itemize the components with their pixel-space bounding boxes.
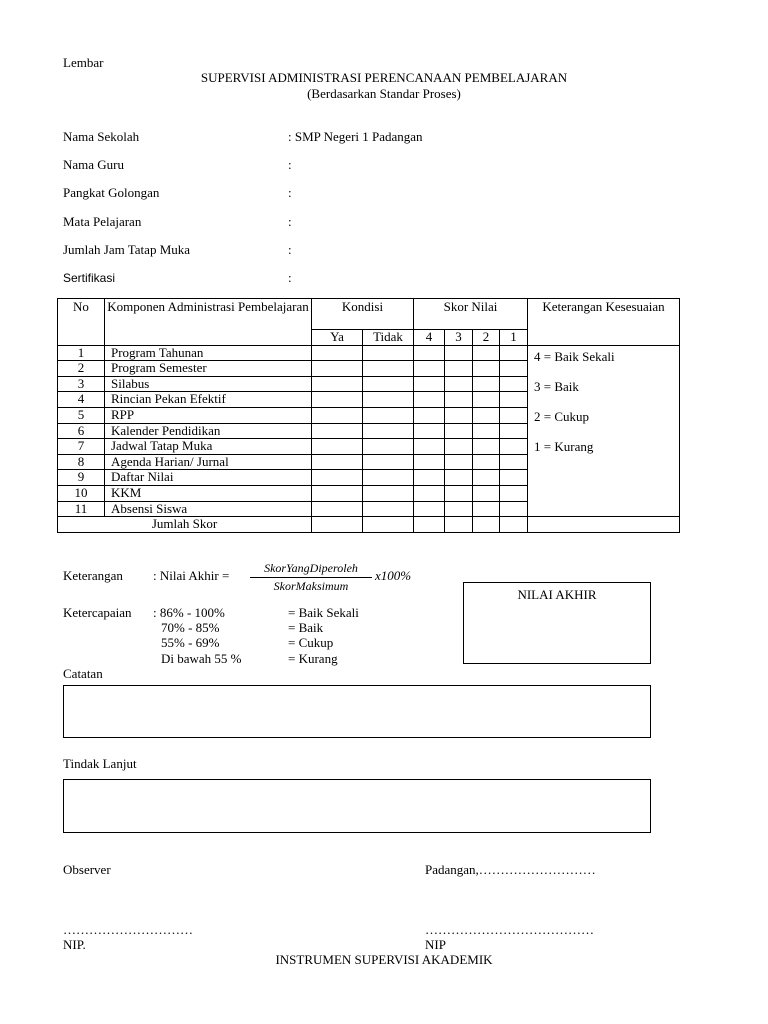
page-title: SUPERVISI ADMINISTRASI PERENCANAAN PEMBELAJARAN [200,70,568,85]
total-score-3[interactable] [445,517,473,533]
tindak-lanjut-box[interactable] [63,779,651,833]
cell-score-4[interactable] [414,470,445,486]
cell-score-4[interactable] [414,361,445,377]
cell-score-2[interactable] [473,345,500,361]
cell-ya[interactable] [312,392,363,408]
page-subtitle: (Berdasarkan Standar Proses) [307,86,461,101]
cell-ya[interactable] [312,501,363,517]
cell-tidak[interactable] [363,470,414,486]
cell-score-3[interactable] [445,485,473,501]
header-keterangan: Keterangan Kesesuaian [528,299,680,346]
legend-item: 1 = Kurang [534,438,594,454]
formula-numerator: SkorYangDiperoleh [264,561,358,575]
catatan-box[interactable] [63,685,651,738]
cell-score-3[interactable] [445,470,473,486]
cell-score-4[interactable] [414,407,445,423]
nip-left: NIP. [63,937,86,952]
cell-tidak[interactable] [363,345,414,361]
header-kondisi: Kondisi [312,299,414,330]
legend-item: 2 = Cukup [534,408,590,424]
cell-score-4[interactable] [414,501,445,517]
row-item: RPP [105,407,312,423]
cell-score-4[interactable] [414,454,445,470]
ketercapaian-range: 55% - 69% [161,635,220,650]
cell-score-4[interactable] [414,345,445,361]
cell-ya[interactable] [312,485,363,501]
supervision-table [57,298,680,533]
value-jumlah-jam: : [288,242,292,257]
cell-score-3[interactable] [445,501,473,517]
cell-score-1[interactable] [500,439,528,455]
header-skor-nilai: Skor Nilai [414,299,528,330]
nip-right: NIP [425,937,446,952]
cell-ya[interactable] [312,423,363,439]
formula-prefix: : Nilai Akhir = [153,568,230,583]
legend-item: 3 = Baik [534,378,579,394]
ketercapaian-label: Ketercapaian [63,605,132,620]
cell-score-2[interactable] [473,392,500,408]
row-number: 8 [58,454,105,470]
row-number: 1 [58,345,105,361]
cell-score-2[interactable] [473,376,500,392]
cell-score-3[interactable] [445,407,473,423]
total-ya[interactable] [312,517,363,533]
cell-tidak[interactable] [363,407,414,423]
value-pangkat-golongan: : [288,185,292,200]
header-no: No [58,299,105,346]
cell-tidak[interactable] [363,376,414,392]
cell-ya[interactable] [312,361,363,377]
cell-score-3[interactable] [445,392,473,408]
formula-label: Keterangan [63,568,123,583]
label-nama-sekolah: Nama Sekolah [63,129,140,144]
cell-score-2[interactable] [473,501,500,517]
label-nama-guru: Nama Guru [63,157,125,172]
cell-score-2[interactable] [473,361,500,377]
total-score-2[interactable] [473,517,500,533]
label-pangkat-golongan: Pangkat Golongan [63,185,160,200]
signature-line-left: ………………………… [63,922,193,937]
cell-score-3[interactable] [445,423,473,439]
cell-score-1[interactable] [500,376,528,392]
cell-score-4[interactable] [414,392,445,408]
legend-item: 4 = Baik Sekali [534,348,615,364]
cell-score-3[interactable] [445,376,473,392]
cell-score-1[interactable] [500,454,528,470]
cell-tidak[interactable] [363,454,414,470]
cell-score-2[interactable] [473,454,500,470]
row-number: 11 [58,501,105,517]
fraction-bar [250,577,372,578]
cell-score-4[interactable] [414,376,445,392]
ketercapaian-desc: = Cukup [288,635,334,650]
cell-score-3[interactable] [445,345,473,361]
header-tidak: Tidak [363,330,414,346]
cell-score-2[interactable] [473,423,500,439]
formula-suffix: x100% [375,568,412,583]
row-number: 10 [58,485,105,501]
nilai-akhir-box[interactable] [463,582,651,664]
table-row [58,345,680,361]
observer-label: Observer [63,862,111,877]
cell-score-1[interactable] [500,407,528,423]
cell-ya[interactable] [312,345,363,361]
row-number: 2 [58,361,105,377]
row-item: Silabus [105,376,312,392]
label-sertifikasi: Sertifikasi [63,271,116,285]
row-number: 5 [58,407,105,423]
header-score-2: 2 [473,330,500,346]
cell-score-1[interactable] [500,361,528,377]
row-number: 3 [58,376,105,392]
row-item: Agenda Harian/ Jurnal [105,454,312,470]
ketercapaian-range: Di bawah 55 % [161,651,242,666]
cell-score-2[interactable] [473,470,500,486]
row-number: 6 [58,423,105,439]
cell-score-1[interactable] [500,392,528,408]
header-score-3: 3 [445,330,473,346]
ketercapaian-range: 70% - 85% [161,620,220,635]
ketercapaian-desc: = Baik Sekali [288,605,359,620]
total-label: Jumlah Skor [58,517,312,533]
value-nama-sekolah: : SMP Negeri 1 Padangan [288,129,423,144]
cell-ya[interactable] [312,407,363,423]
row-item: Program Semester [105,361,312,377]
label-mata-pelajaran: Mata Pelajaran [63,214,142,229]
cell-tidak[interactable] [363,423,414,439]
row-number: 4 [58,392,105,408]
label-jumlah-jam: Jumlah Jam Tatap Muka [63,242,191,257]
row-item: Absensi Siswa [105,501,312,517]
header-komponen: Komponen Administrasi Pembelajaran [105,299,312,346]
cell-score-2[interactable] [473,407,500,423]
cell-tidak[interactable] [363,392,414,408]
cell-score-3[interactable] [445,454,473,470]
formula-denominator: SkorMaksimum [273,579,349,593]
cell-ya[interactable] [312,454,363,470]
cell-score-1[interactable] [500,501,528,517]
cell-ya[interactable] [312,439,363,455]
cell-tidak[interactable] [363,361,414,377]
tindak-lanjut-label: Tindak Lanjut [63,756,137,771]
cell-score-1[interactable] [500,470,528,486]
total-keterangan[interactable] [528,517,680,533]
table-total-row [58,517,680,533]
total-score-4[interactable] [414,517,445,533]
lembar-label: Lembar [63,55,104,70]
nilai-akhir-label: NILAI AKHIR [517,587,597,602]
total-score-1[interactable] [500,517,528,533]
row-item: Daftar Nilai [105,470,312,486]
cell-ya[interactable] [312,470,363,486]
legend-cell [528,345,680,517]
cell-score-4[interactable] [414,439,445,455]
ketercapaian-desc: = Baik [288,620,324,635]
row-number: 7 [58,439,105,455]
header-score-4: 4 [414,330,445,346]
header-score-1: 1 [500,330,528,346]
signature-line-right: ………………………………… [425,922,594,937]
row-item: KKM [105,485,312,501]
cell-tidak[interactable] [363,485,414,501]
cell-ya[interactable] [312,376,363,392]
place-date: Padangan,……………………… [425,862,596,877]
cell-score-1[interactable] [500,423,528,439]
cell-tidak[interactable] [363,501,414,517]
value-nama-guru: : [288,157,292,172]
ketercapaian-desc: = Kurang [288,651,338,666]
catatan-label: Catatan [63,666,103,681]
row-item: Rincian Pekan Efektif [105,392,312,408]
cell-score-1[interactable] [500,485,528,501]
row-item: Jadwal Tatap Muka [105,439,312,455]
cell-score-4[interactable] [414,423,445,439]
row-item: Program Tahunan [105,345,312,361]
cell-score-3[interactable] [445,439,473,455]
footer-title: INSTRUMEN SUPERVISI AKADEMIK [275,952,493,967]
total-tidak[interactable] [363,517,414,533]
row-number: 9 [58,470,105,486]
ketercapaian-range: : 86% - 100% [153,605,225,620]
header-ya: Ya [312,330,363,346]
cell-tidak[interactable] [363,439,414,455]
cell-score-3[interactable] [445,361,473,377]
table-header-row [58,299,680,330]
cell-score-4[interactable] [414,485,445,501]
value-mata-pelajaran: : [288,214,292,229]
cell-score-2[interactable] [473,439,500,455]
row-item: Kalender Pendidikan [105,423,312,439]
cell-score-2[interactable] [473,485,500,501]
value-sertifikasi: : [288,270,292,285]
cell-score-1[interactable] [500,345,528,361]
